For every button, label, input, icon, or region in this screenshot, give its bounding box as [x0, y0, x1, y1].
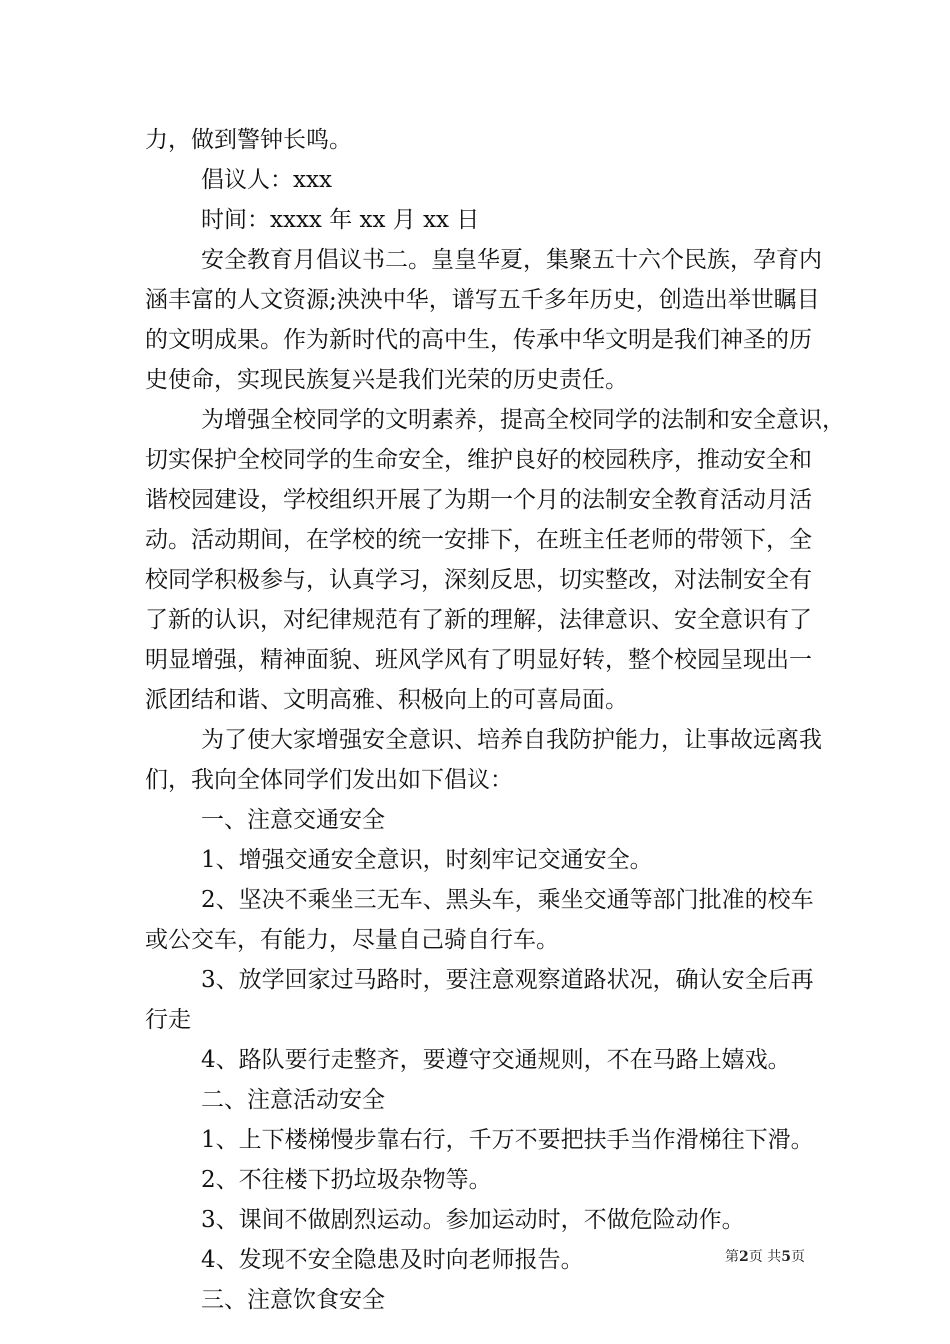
footer-prefix: 第: [725, 1249, 740, 1265]
text-line: 1、增强交通安全意识，时刻牢记交通安全。: [201, 847, 653, 873]
text-line: 倡议人：xxx: [201, 167, 332, 193]
text-line: 一、注意交通安全: [201, 807, 385, 833]
text-line: 们，我向全体同学们发出如下倡议：: [145, 767, 513, 793]
text-line: 行走: [145, 1007, 191, 1033]
text-line: 校同学积极参与，认真学习，深刻反思，切实整改，对法制安全有: [145, 567, 812, 593]
text-line: 三、注意饮食安全: [201, 1287, 385, 1313]
text-line: 1、上下楼梯慢步靠右行，千万不要把扶手当作滑梯往下滑。: [201, 1127, 814, 1153]
text-line: 时间：xxxx 年 xx 月 xx 日: [201, 207, 480, 233]
footer-page-number: 2: [739, 1249, 749, 1265]
text-line: 2、不往楼下扔垃圾杂物等。: [201, 1167, 492, 1193]
text-line: 为增强全校同学的文明素养，提高全校同学的法制和安全意识，: [201, 407, 845, 433]
text-line: 3、放学回家过马路时，要注意观察道路状况，确认安全后再: [201, 967, 814, 993]
footer-total-pages: 5: [781, 1249, 791, 1265]
text-line: 明显增强，精神面貌、班风学风有了明显好转，整个校园呈现出一: [145, 647, 812, 673]
text-line: 史使命，实现民族复兴是我们光荣的历史责任。: [145, 367, 628, 393]
text-line: 动。活动期间，在学校的统一安排下，在班主任老师的带领下，全: [145, 527, 812, 553]
text-line: 或公交车，有能力，尽量自己骑自行车。: [145, 927, 559, 953]
document-body: [145, 120, 845, 1320]
text-line: 切实保护全校同学的生命安全，维护良好的校园秩序，推动安全和: [145, 447, 812, 473]
text-line: 谐校园建设，学校组织开展了为期一个月的法制安全教育活动月活: [145, 487, 812, 513]
text-line: 二、注意活动安全: [201, 1087, 385, 1113]
text-line: 涵丰富的人文资源;泱泱中华，谱写五千多年历史，创造出举世瞩目: [145, 287, 820, 313]
text-line: 派团结和谐、文明高雅、积极向上的可喜局面。: [145, 687, 628, 713]
text-line: 了新的认识，对纪律规范有了新的理解，法律意识、安全意识有了: [145, 607, 812, 633]
text-line: 力，做到警钟长鸣。: [145, 127, 352, 153]
text-line: 为了使大家增强安全意识、培养自我防护能力，让事故远离我: [201, 727, 822, 753]
text-line: 安全教育月倡议书二。皇皇华夏，集聚五十六个民族，孕育内: [201, 247, 822, 273]
text-line: 4、发现不安全隐患及时向老师报告。: [201, 1247, 584, 1273]
text-line: 3、课间不做剧烈运动。参加运动时，不做危险动作。: [201, 1207, 745, 1233]
text-line: 的文明成果。作为新时代的高中生，传承中华文明是我们神圣的历: [145, 327, 812, 353]
footer-suffix: 页: [791, 1249, 805, 1265]
text-line: 4、路队要行走整齐，要遵守交通规则，不在马路上嬉戏。: [201, 1047, 791, 1073]
text-line: 2、坚决不乘坐三无车、黑头车，乘坐交通等部门批准的校车: [201, 887, 814, 913]
page-footer: [725, 1247, 805, 1267]
footer-middle: 页 共: [748, 1249, 782, 1265]
